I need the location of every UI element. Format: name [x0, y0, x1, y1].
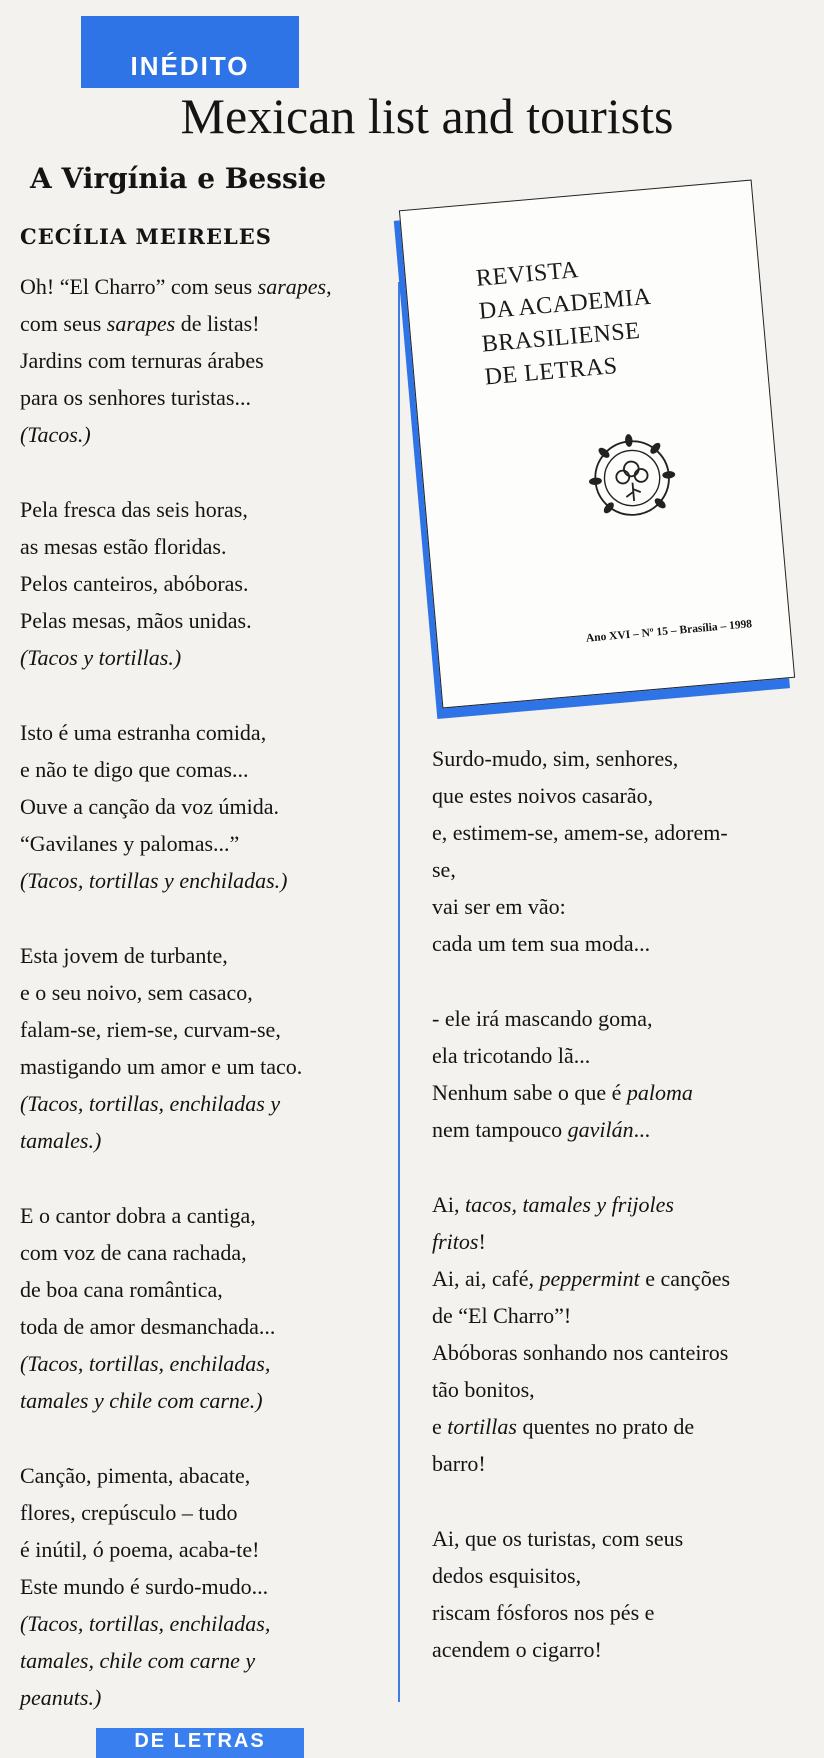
- poem-line-text: Ouve a canção da voz úmida.: [20, 794, 279, 819]
- poem-line-text: Ai, ai, café,: [432, 1266, 540, 1291]
- poem-line-italic-text: (Tacos, tortillas, enchiladas,: [20, 1351, 271, 1376]
- cover-title-line: BRASILIENSE: [480, 317, 642, 358]
- poem-line: [20, 268, 390, 305]
- poem-line-text: !: [478, 1229, 486, 1254]
- cover-footer: Ano XVI – Nº 15 – Brasília – 1998: [585, 618, 753, 645]
- poem-stanza: [20, 268, 390, 453]
- poem-stanza: [20, 1197, 390, 1419]
- poem-line-text: ,: [326, 274, 332, 299]
- poem-line: [432, 888, 822, 925]
- poem-line-text: de boa cana romântica,: [20, 1277, 223, 1302]
- poem-line-text: vai ser em vão:: [432, 894, 566, 919]
- poem-line-italic-text: gavilán: [567, 1117, 634, 1142]
- poem-line: [432, 1037, 822, 1074]
- poem-stanza: [432, 1000, 822, 1148]
- poem-stanza: [20, 714, 390, 899]
- cover-title: [475, 248, 659, 395]
- cover-title-line: DA ACADEMIA: [477, 283, 653, 325]
- poem-line-text: ela tricotando lã...: [432, 1043, 591, 1068]
- poem-title: Mexican list and tourists: [180, 88, 674, 144]
- poem-column-right: [432, 740, 822, 1706]
- poem-line: [20, 1345, 390, 1382]
- poem-line: [20, 1085, 390, 1122]
- poem-line: [432, 1297, 822, 1334]
- poem-line: [20, 1271, 390, 1308]
- poem-line-italic-text: paloma: [626, 1080, 693, 1105]
- poem-line: [20, 639, 390, 676]
- poem-line: [432, 1631, 822, 1668]
- poem-line: [432, 925, 822, 962]
- section-tag: [81, 16, 299, 88]
- poem-line-text: e canções: [639, 1266, 731, 1291]
- poem-line-italic-text: fritos: [432, 1229, 479, 1254]
- poem-line-text: nem tampouco: [432, 1117, 568, 1142]
- poem-line-text: e o seu noivo, sem casaco,: [20, 980, 253, 1005]
- poem-line: [432, 1186, 822, 1223]
- poem-line: [20, 491, 390, 528]
- poem-line-text: Isto é uma estranha comida,: [20, 720, 267, 745]
- poem-line-text: Oh! “El Charro” com seus: [20, 274, 258, 299]
- poem-line: [20, 1605, 390, 1642]
- poem-line: [20, 1122, 390, 1159]
- poem-line-text: dedos esquisitos,: [432, 1563, 582, 1588]
- poem-line: [20, 1382, 390, 1419]
- poem-line-text: flores, crepúsculo – tudo: [20, 1500, 238, 1525]
- poem-line: [20, 379, 390, 416]
- poem-line: [20, 1642, 390, 1679]
- poem-stanza: [20, 937, 390, 1159]
- poem-line-text: Nenhum sabe o que é: [432, 1080, 627, 1105]
- poem-line: [432, 1371, 822, 1408]
- poem-stanza: [20, 491, 390, 676]
- poem-line: [432, 1111, 822, 1148]
- poem-line: [20, 1308, 390, 1345]
- poem-line-text: barro!: [432, 1451, 486, 1476]
- poem-line: [432, 1445, 822, 1482]
- poem-line: [20, 1048, 390, 1085]
- poem-line-italic-text: (Tacos.): [20, 422, 91, 447]
- poem-line-text: quentes no prato de: [516, 1414, 695, 1439]
- poem-line-italic-text: peppermint: [539, 1266, 640, 1291]
- poem-line-text: mastigando um amor e um taco.: [20, 1054, 303, 1079]
- poem-line-italic-text: sarapes: [106, 311, 176, 336]
- magazine-cover: [399, 180, 795, 709]
- poem-line-text: Esta jovem de turbante,: [20, 943, 228, 968]
- poem-stanza: [432, 1186, 822, 1482]
- poem-line-italic-text: (Tacos, tortillas y enchiladas.): [20, 868, 288, 893]
- poem-line-italic-text: tamales, chile com carne y: [20, 1648, 256, 1673]
- poem-line: [20, 1531, 390, 1568]
- poem-line-text: Jardins com ternuras árabes: [20, 348, 264, 373]
- poem-line-italic-text: (Tacos, tortillas, enchiladas,: [20, 1611, 271, 1636]
- poem-line-text: “Gavilanes y palomas...”: [20, 831, 240, 856]
- poem-line-italic-text: tamales.): [20, 1128, 102, 1153]
- section-tag-label: INÉDITO: [130, 51, 250, 81]
- poem-line-text: acendem o cigarro!: [432, 1637, 602, 1662]
- poem-line: [20, 974, 390, 1011]
- poem-stanza: [20, 1457, 390, 1716]
- poem-line: [20, 565, 390, 602]
- poem-line: [432, 1223, 822, 1260]
- poem-stanza: [432, 740, 822, 962]
- cover-title-line: DE LETRAS: [483, 352, 619, 391]
- poem-line-text: E o cantor dobra a cantiga,: [20, 1203, 256, 1228]
- poem-line: [432, 740, 822, 777]
- poem-line-text: e: [432, 1414, 448, 1439]
- poem-column-left: [20, 268, 390, 1754]
- poem-line: [20, 305, 390, 342]
- poem-line-text: e, estimem-se, amem-se, adorem-: [432, 820, 728, 845]
- poem-line: [20, 825, 390, 862]
- poem-line-text: Surdo-mudo, sim, senhores,: [432, 746, 679, 771]
- poem-line: [20, 788, 390, 825]
- poem-line: [432, 777, 822, 814]
- poem-line-text: Pelas mesas, mãos unidas.: [20, 608, 252, 633]
- poem-line: [20, 1494, 390, 1531]
- poem-line-text: com voz de cana rachada,: [20, 1240, 247, 1265]
- poem-line-italic-text: sarapes: [257, 274, 327, 299]
- poem-line-text: Pela fresca das seis horas,: [20, 497, 248, 522]
- poem-line-text: Ai,: [432, 1192, 465, 1217]
- poem-line-text: e não te digo que comas...: [20, 757, 249, 782]
- poem-line-italic-text: tamales y chile com carne.): [20, 1388, 263, 1413]
- poem-line-text: é inútil, ó poema, acaba-te!: [20, 1537, 260, 1562]
- poem-line-italic-text: tortillas: [447, 1414, 517, 1439]
- poem-line: [432, 1520, 822, 1557]
- poem-line-italic-text: (Tacos, tortillas, enchiladas y: [20, 1091, 281, 1116]
- magazine-cover-image: [402, 182, 798, 712]
- poem-line-text: as mesas estão floridas.: [20, 534, 227, 559]
- poem-line-text: para os senhores turistas...: [20, 385, 251, 410]
- poem-line: [432, 851, 822, 888]
- poem-line-text: Ai, que os turistas, com seus: [432, 1526, 684, 1551]
- poem-line-text: de “El Charro”!: [432, 1303, 572, 1328]
- poem-line: [20, 714, 390, 751]
- poem-line-text: falam-se, riem-se, curvam-se,: [20, 1017, 281, 1042]
- poem-line: [20, 1457, 390, 1494]
- poem-line: [20, 1197, 390, 1234]
- poem-dedication: A Virgínia e Bessie: [30, 162, 327, 195]
- poem-line-text: toda de amor desmanchada...: [20, 1314, 276, 1339]
- flower-wreath-icon: [582, 428, 682, 528]
- poem-line: [20, 1234, 390, 1271]
- poem-line-text: que estes noivos casarão,: [432, 783, 654, 808]
- poem-line: [432, 1334, 822, 1371]
- bottom-section-tag-label: DE LETRAS: [134, 1730, 266, 1752]
- poem-author: CECÍLIA MEIRELES: [20, 224, 272, 249]
- poem-line-text: tão bonitos,: [432, 1377, 535, 1402]
- column-divider: [398, 282, 400, 1702]
- poem-line: [20, 1568, 390, 1605]
- poem-stanza: [432, 1520, 822, 1668]
- poem-line-italic-text: tacos, tamales y frijoles: [465, 1192, 674, 1217]
- poem-line: [20, 862, 390, 899]
- poem-line-italic-text: (Tacos y tortillas.): [20, 645, 182, 670]
- poem-line: [20, 937, 390, 974]
- cover-title-line: REVISTA: [475, 256, 580, 292]
- poem-line: [432, 1408, 822, 1445]
- poem-line: [20, 342, 390, 379]
- bottom-section-tag: [96, 1728, 304, 1758]
- poem-line: [432, 1557, 822, 1594]
- poem-line-text: Pelos canteiros, abóboras.: [20, 571, 249, 596]
- poem-line: [20, 1011, 390, 1048]
- poem-line-text: ...: [633, 1117, 651, 1142]
- poem-line-text: - ele irá mascando goma,: [432, 1006, 653, 1031]
- poem-line-text: se,: [432, 857, 456, 882]
- poem-line-text: Este mundo é surdo-mudo...: [20, 1574, 269, 1599]
- poem-line: [432, 814, 822, 851]
- poem-line: [20, 1679, 390, 1716]
- poem-line-text: Canção, pimenta, abacate,: [20, 1463, 251, 1488]
- poem-line-italic-text: peanuts.): [20, 1685, 102, 1710]
- poem-line: [432, 1074, 822, 1111]
- poem-line: [20, 602, 390, 639]
- poem-line: [20, 528, 390, 565]
- poem-line-text: riscam fósforos nos pés e: [432, 1600, 655, 1625]
- poem-line: [20, 416, 390, 453]
- poem-line: [432, 1260, 822, 1297]
- poem-line-text: cada um tem sua moda...: [432, 931, 651, 956]
- poem-line-text: de listas!: [175, 311, 260, 336]
- poem-line: [20, 751, 390, 788]
- poem-line: [432, 1594, 822, 1631]
- poem-line-text: Abóboras sonhando nos canteiros: [432, 1340, 729, 1365]
- poem-line-text: com seus: [20, 311, 107, 336]
- poem-line: [432, 1000, 822, 1037]
